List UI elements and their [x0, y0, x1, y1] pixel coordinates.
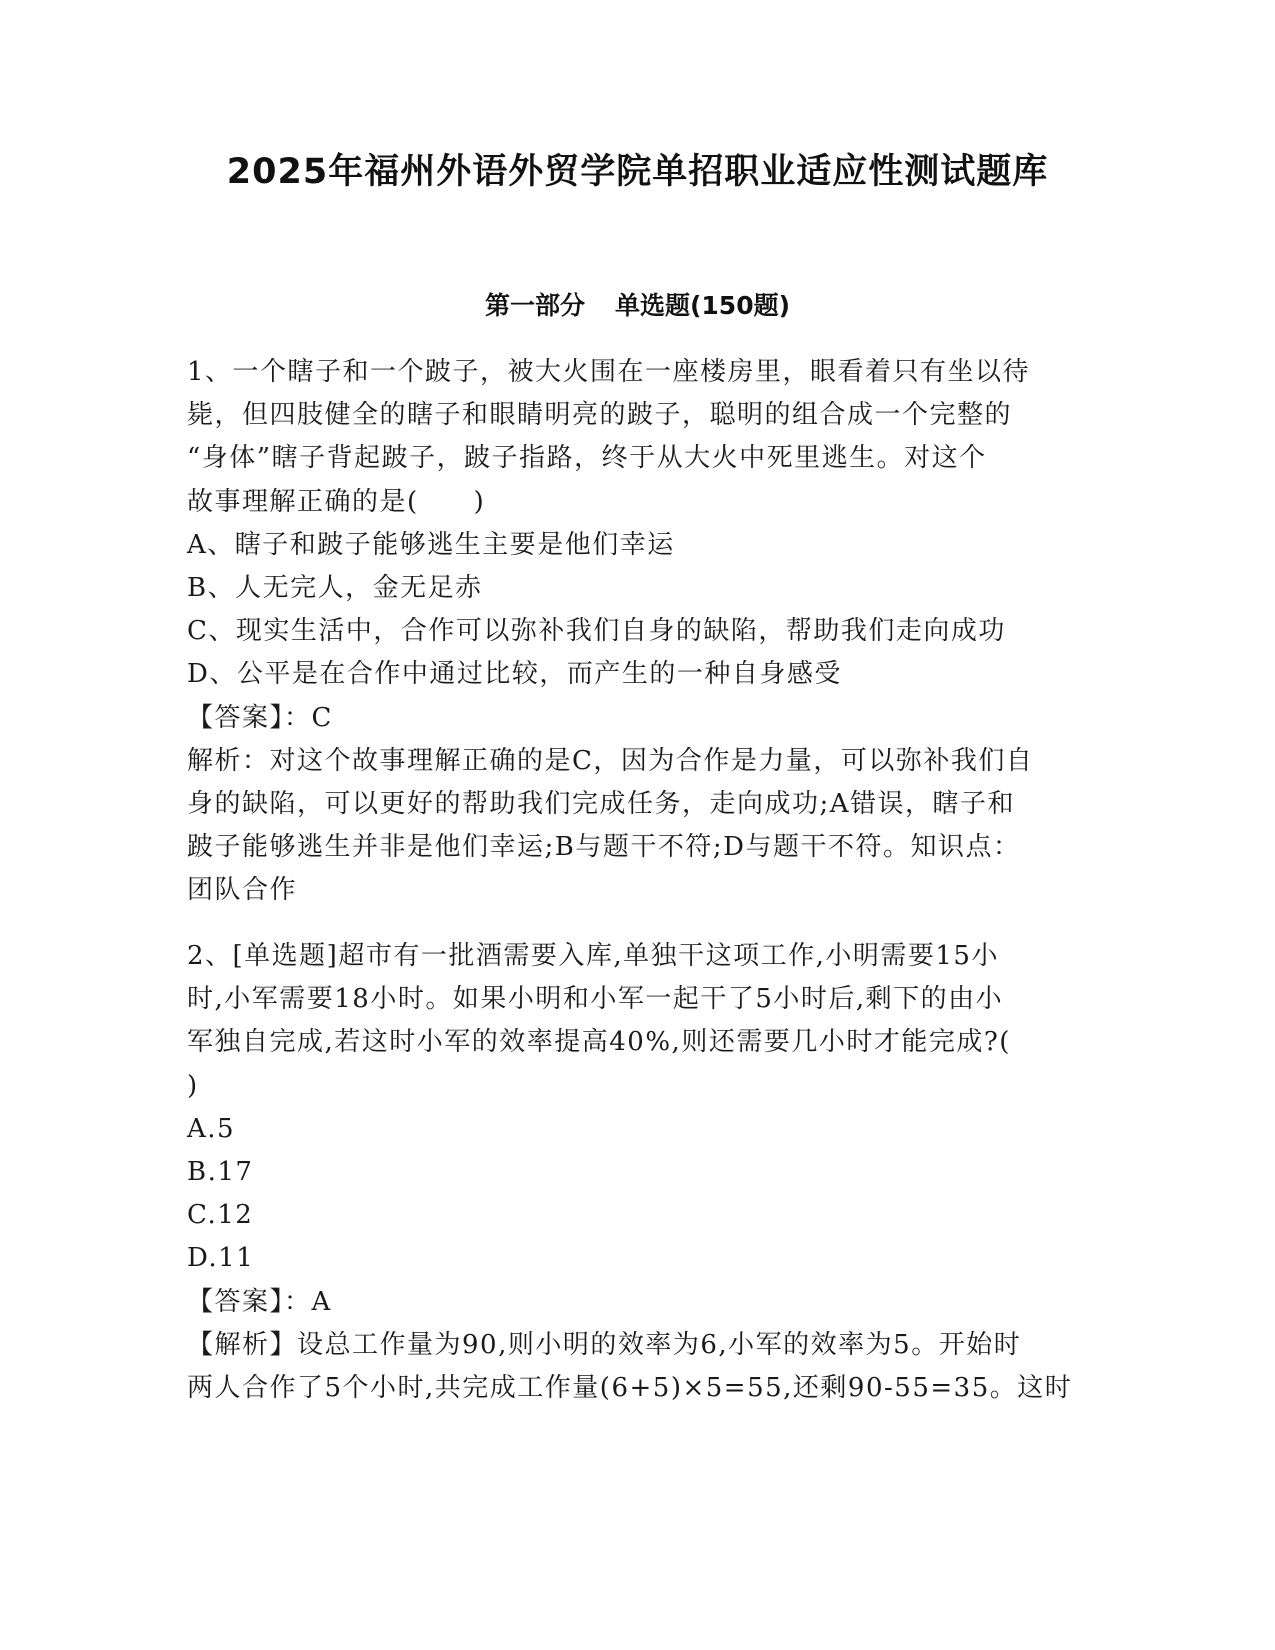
option-b: B、人无完人，金无足赤: [187, 573, 483, 604]
section-heading: [0, 288, 1275, 324]
option-b: B.17: [187, 1157, 254, 1188]
answer-line: 【答案】：C: [187, 702, 333, 733]
question-stem-line: 毙，但四肢健全的瞎子和眼睛明亮的跛子，聪明的组合成一个完整的: [187, 400, 1013, 431]
question-stem-line: 军独自完成,若这时小军的效率提高40%,则还需要几小时才能完成?(: [187, 1027, 1011, 1058]
option-d: D、公平是在合作中通过比较，而产生的一种自身感受: [187, 659, 842, 690]
question-1: [187, 351, 1087, 913]
option-a: A、瞎子和跛子能够逃生主要是他们幸运: [187, 529, 675, 560]
section-part: 第一部分: [484, 291, 585, 320]
question-stem-line: “身体”瞎子背起跛子，跛子指路，终于从大火中死里逃生。对这个: [187, 443, 987, 474]
option-d: D.11: [187, 1243, 255, 1274]
answer-line: 【答案】：A: [187, 1286, 332, 1317]
question-stem-line: 时,小军需要18小时。如果小明和小军一起干了5小时后,剩下的由小: [187, 984, 1004, 1015]
analysis-line: 解析：对这个故事理解正确的是C，因为合作是力量，可以弥补我们自: [187, 745, 1034, 776]
section-name: 单选题(150题): [614, 291, 791, 320]
analysis-line: 身的缺陷，可以更好的帮助我们完成任务，走向成功;A错误，瞎子和: [187, 789, 1016, 820]
option-c: C.12: [187, 1200, 254, 1231]
question-stem-line: 故事理解正确的是( ): [187, 486, 486, 517]
question-stem-line: 2、[单选题]超市有一批酒需要入库,单独干这项工作,小明需要15小: [187, 941, 999, 971]
analysis-line: 跛子能够逃生并非是他们幸运;B与题干不符;D与题干不符。知识点：: [187, 832, 1021, 863]
question-stem-line: ): [187, 1070, 199, 1101]
option-c: C、现实生活中，合作可以弥补我们自身的缺陷，帮助我们走向成功: [187, 616, 1006, 647]
question-stem-line: 1、一个瞎子和一个跛子，被大火围在一座楼房里，眼看着只有坐以待: [187, 357, 1031, 387]
document-title: 2025年福州外语外贸学院单招职业适应性测试题库: [226, 152, 1049, 192]
analysis-line: 两人合作了5个小时,共完成工作量(6+5)×5=55,还剩90-55=35。这时: [187, 1373, 1073, 1404]
analysis-line: 团队合作: [187, 875, 298, 906]
question-2: [187, 935, 1087, 1410]
analysis-line: 【解析】设总工作量为90,则小明的效率为6,小军的效率为5。开始时: [187, 1329, 1022, 1360]
option-a: A.5: [187, 1113, 236, 1144]
